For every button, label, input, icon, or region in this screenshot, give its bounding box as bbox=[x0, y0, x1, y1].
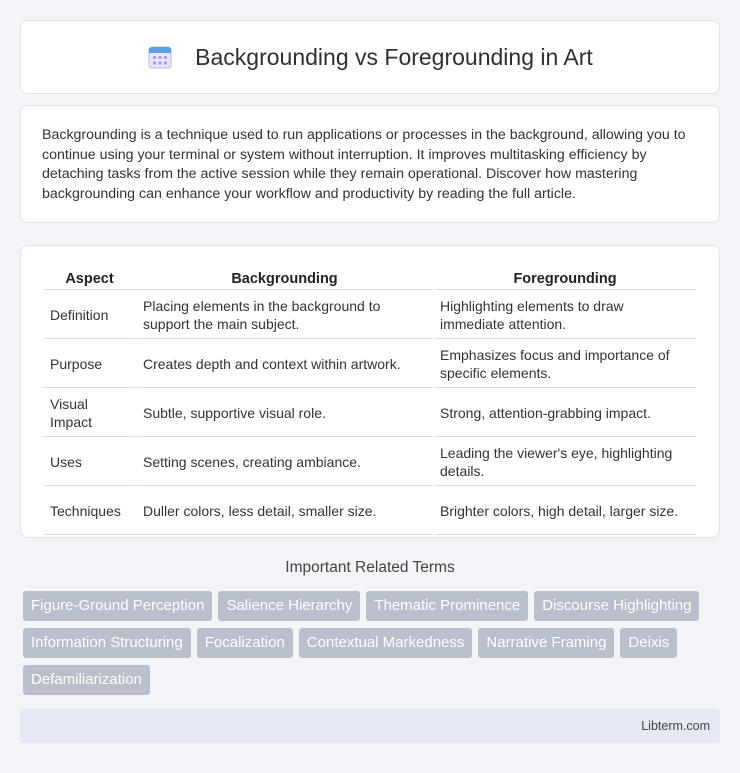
table-cell: Definition bbox=[44, 292, 135, 339]
column-header: Aspect bbox=[44, 268, 135, 290]
table-cell: Purpose bbox=[44, 341, 135, 388]
table-cell: Techniques bbox=[44, 488, 135, 535]
table-row bbox=[44, 390, 696, 437]
calendar-icon bbox=[147, 44, 173, 70]
related-term-tag[interactable]: Narrative Framing bbox=[478, 628, 614, 658]
table-row bbox=[44, 439, 696, 486]
intro-text: Backgrounding is a technique used to run applications or processes in the background, allowing you to continue using your terminal or system without interruption. It improves multitasking efficiency by detaching tasks from the active session while they remain operational. Discover how mastering backgrounding can enhance your workflow and productivity by reading the full article. bbox=[42, 127, 686, 202]
related-term-tag[interactable]: Salience Hierarchy bbox=[218, 591, 360, 621]
table-cell: Placing elements in the background to support the main subject. bbox=[137, 292, 432, 339]
column-header: Backgrounding bbox=[137, 268, 432, 290]
table-cell: Visual Impact bbox=[44, 390, 135, 437]
related-term-tag[interactable]: Figure-Ground Perception bbox=[23, 591, 212, 621]
footer bbox=[20, 709, 720, 743]
table-cell: Emphasizes focus and importance of specific elements. bbox=[434, 341, 696, 388]
table-cell: Highlighting elements to draw immediate attention. bbox=[434, 292, 696, 339]
comparison-table bbox=[42, 266, 698, 537]
table-row bbox=[44, 292, 696, 339]
column-header: Foregrounding bbox=[434, 268, 696, 290]
footer-site-link[interactable]: Libterm.com bbox=[641, 719, 710, 733]
related-term-tag[interactable]: Focalization bbox=[197, 628, 293, 658]
table-cell: Leading the viewer's eye, highlighting details. bbox=[434, 439, 696, 486]
comparison-card bbox=[20, 245, 720, 538]
related-term-tag[interactable]: Information Structuring bbox=[23, 628, 191, 658]
header-card bbox=[20, 20, 720, 94]
table-cell: Creates depth and context within artwork. bbox=[137, 341, 432, 388]
related-term-tag[interactable]: Discourse Highlighting bbox=[534, 591, 699, 621]
table-cell: Duller colors, less detail, smaller size. bbox=[137, 488, 432, 535]
table-row bbox=[44, 488, 696, 535]
intro-card bbox=[20, 105, 720, 223]
related-term-tag[interactable]: Defamiliarization bbox=[23, 665, 150, 695]
related-terms-list bbox=[23, 591, 713, 702]
related-terms-title: Important Related Terms bbox=[285, 559, 455, 576]
related-term-tag[interactable]: Contextual Markedness bbox=[299, 628, 473, 658]
related-term-tag[interactable]: Deixis bbox=[620, 628, 677, 658]
table-cell: Strong, attention-grabbing impact. bbox=[434, 390, 696, 437]
table-row bbox=[44, 341, 696, 388]
table-cell: Uses bbox=[44, 439, 135, 486]
table-header-row bbox=[44, 268, 696, 290]
table-cell: Brighter colors, high detail, larger size. bbox=[434, 488, 696, 535]
page-title: Backgrounding vs Foregrounding in Art bbox=[195, 43, 593, 70]
table-cell: Subtle, supportive visual role. bbox=[137, 390, 432, 437]
table-cell: Setting scenes, creating ambiance. bbox=[137, 439, 432, 486]
related-term-tag[interactable]: Thematic Prominence bbox=[366, 591, 528, 621]
